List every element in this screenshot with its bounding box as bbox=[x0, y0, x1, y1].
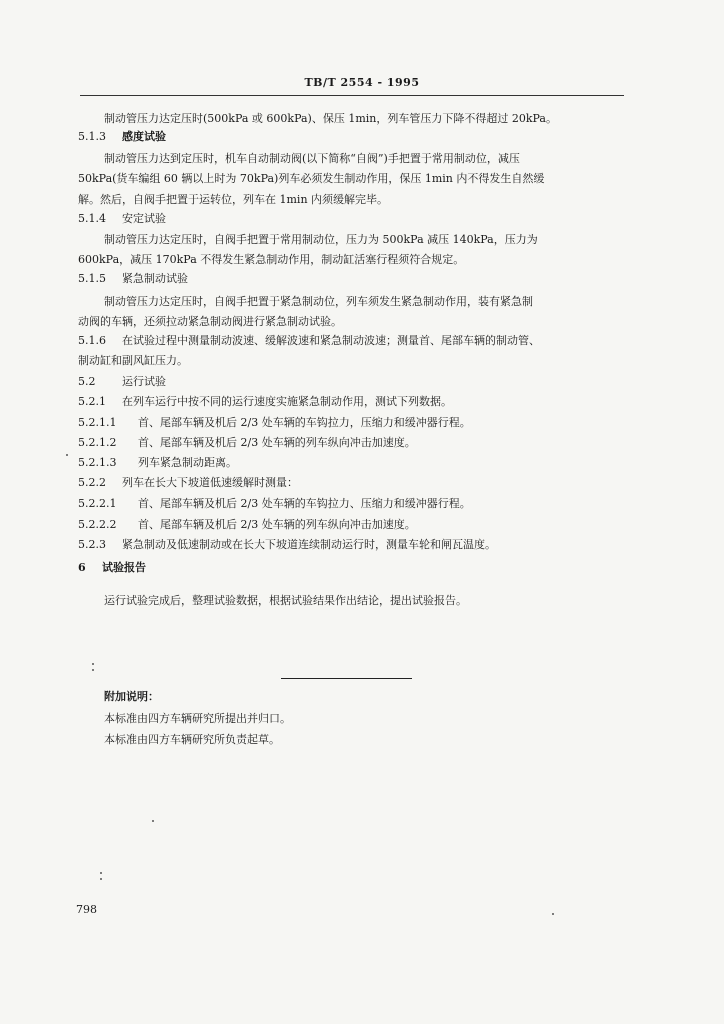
clause-line bbox=[78, 538, 638, 552]
line-text: 列车在长大下坡道低速缓解时测量： bbox=[122, 476, 298, 489]
section-number: 5.2 bbox=[78, 375, 96, 388]
paragraph-line bbox=[78, 172, 638, 186]
section-heading bbox=[78, 212, 638, 226]
section-title: 紧急制动试验 bbox=[122, 272, 188, 285]
line-text: 运行试验完成后，整理试验数据，根据试验结果作出结论，提出试验报告。 bbox=[104, 594, 467, 607]
line-text: 50kPa(货车编组 60 辆以上时为 70kPa)列车必须发生制动作用，保压 1min 内不得发生自然缓 bbox=[78, 172, 545, 185]
section-number: 5.2.2.1 bbox=[78, 497, 117, 510]
section-heading bbox=[78, 375, 638, 389]
section-number: 5.2.1 bbox=[78, 395, 106, 408]
paragraph-line bbox=[104, 594, 664, 608]
line-text: 制动管压力达定压时，自阀手把置于紧急制动位，列车须发生紧急制动作用，装有紧急制 bbox=[104, 295, 533, 308]
line-text: 首、尾部车辆及机后 2/3 处车辆的列车纵向冲击加速度。 bbox=[138, 436, 416, 449]
section-number: 5.1.3 bbox=[78, 130, 106, 143]
clause-line bbox=[78, 334, 638, 348]
paragraph-line bbox=[104, 152, 664, 166]
section-heading bbox=[78, 561, 638, 575]
paragraph-line bbox=[78, 315, 638, 329]
scan-speck bbox=[100, 878, 102, 880]
scan-speck bbox=[92, 669, 94, 671]
paragraph-line bbox=[104, 112, 664, 126]
paragraph-line bbox=[78, 354, 638, 368]
line-text: 600kPa，减压 170kPa 不得发生紧急制动作用，制动缸活塞行程须符合规定。 bbox=[78, 253, 465, 266]
section-number: 6 bbox=[78, 561, 86, 574]
line-text: 在试验过程中测量制动波速、缓解波速和紧急制动波速；测量首、尾部车辆的制动管、 bbox=[122, 334, 540, 347]
paragraph-line bbox=[104, 233, 664, 247]
clause-line bbox=[78, 476, 638, 490]
clause-line bbox=[78, 497, 638, 511]
appendix-line: 本标准由四方车辆研究所提出并归口。 bbox=[104, 712, 291, 725]
paragraph-line bbox=[104, 295, 664, 309]
clause-line bbox=[78, 395, 638, 409]
clause-line bbox=[78, 518, 638, 532]
section-number: 5.2.1.3 bbox=[78, 456, 117, 469]
line-text: 解。然后，自阀手把置于运转位，列车在 1min 内须缓解完毕。 bbox=[78, 193, 389, 206]
section-number: 5.1.6 bbox=[78, 334, 106, 347]
line-text: 动阀的车辆，还须拉动紧急制动阀进行紧急制动试验。 bbox=[78, 315, 342, 328]
scan-speck bbox=[552, 913, 554, 915]
line-text: 首、尾部车辆及机后 2/3 处车辆的车钩拉力，压缩力和缓冲器行程。 bbox=[138, 416, 471, 429]
clause-line bbox=[78, 456, 638, 470]
appendix-title: 附加说明： bbox=[104, 690, 159, 703]
section-title: 运行试验 bbox=[122, 375, 166, 388]
line-text: 紧急制动及低速制动或在长大下坡道连续制动运行时，测量车轮和闸瓦温度。 bbox=[122, 538, 496, 551]
section-number: 5.1.5 bbox=[78, 272, 106, 285]
section-title: 试验报告 bbox=[102, 561, 146, 574]
section-number: 5.2.3 bbox=[78, 538, 106, 551]
section-title: 感度试验 bbox=[122, 130, 166, 143]
appendix-line: 本标准由四方车辆研究所负责起草。 bbox=[104, 733, 280, 746]
page-number: 798 bbox=[76, 903, 97, 916]
section-number: 5.2.2 bbox=[78, 476, 106, 489]
header-rule bbox=[80, 95, 624, 96]
section-number: 5.2.1.1 bbox=[78, 416, 117, 429]
section-number: 5.1.4 bbox=[78, 212, 106, 225]
line-text: 列车紧急制动距离。 bbox=[138, 456, 237, 469]
line-text: 制动管压力达定压时(500kPa 或 600kPa)、保压 1min，列车管压力下降不得超过 20kPa。 bbox=[104, 112, 557, 125]
section-title: 安定试验 bbox=[122, 212, 166, 225]
section-number: 5.2.1.2 bbox=[78, 436, 117, 449]
line-text: 首、尾部车辆及机后 2/3 处车辆的车钩拉力、压缩力和缓冲器行程。 bbox=[138, 497, 471, 510]
scan-speck bbox=[100, 872, 102, 874]
paragraph-line bbox=[78, 253, 638, 267]
line-text: 制动缸和副风缸压力。 bbox=[78, 354, 188, 367]
line-text: 制动管压力达定压时，自阀手把置于常用制动位，压力为 500kPa 减压 140kPa，压力为 bbox=[104, 233, 538, 246]
line-text: 在列车运行中按不同的运行速度实施紧急制动作用，测试下列数据。 bbox=[122, 395, 452, 408]
paragraph-line bbox=[78, 193, 638, 207]
section-heading bbox=[78, 130, 638, 144]
clause-line bbox=[78, 436, 638, 450]
line-text: 首、尾部车辆及机后 2/3 处车辆的列车纵向冲击加速度。 bbox=[138, 518, 416, 531]
section-heading bbox=[78, 272, 638, 286]
scan-speck bbox=[152, 820, 154, 822]
section-number: 5.2.2.2 bbox=[78, 518, 117, 531]
line-text: 制动管压力达到定压时，机车自动制动阀(以下简称“自阀”)手把置于常用制动位，减压 bbox=[104, 152, 520, 165]
page-header: TB/T 2554 - 1995 bbox=[304, 76, 420, 89]
scan-speck bbox=[92, 663, 94, 665]
scan-speck bbox=[66, 454, 68, 456]
section-separator bbox=[281, 678, 412, 679]
clause-line bbox=[78, 416, 638, 430]
